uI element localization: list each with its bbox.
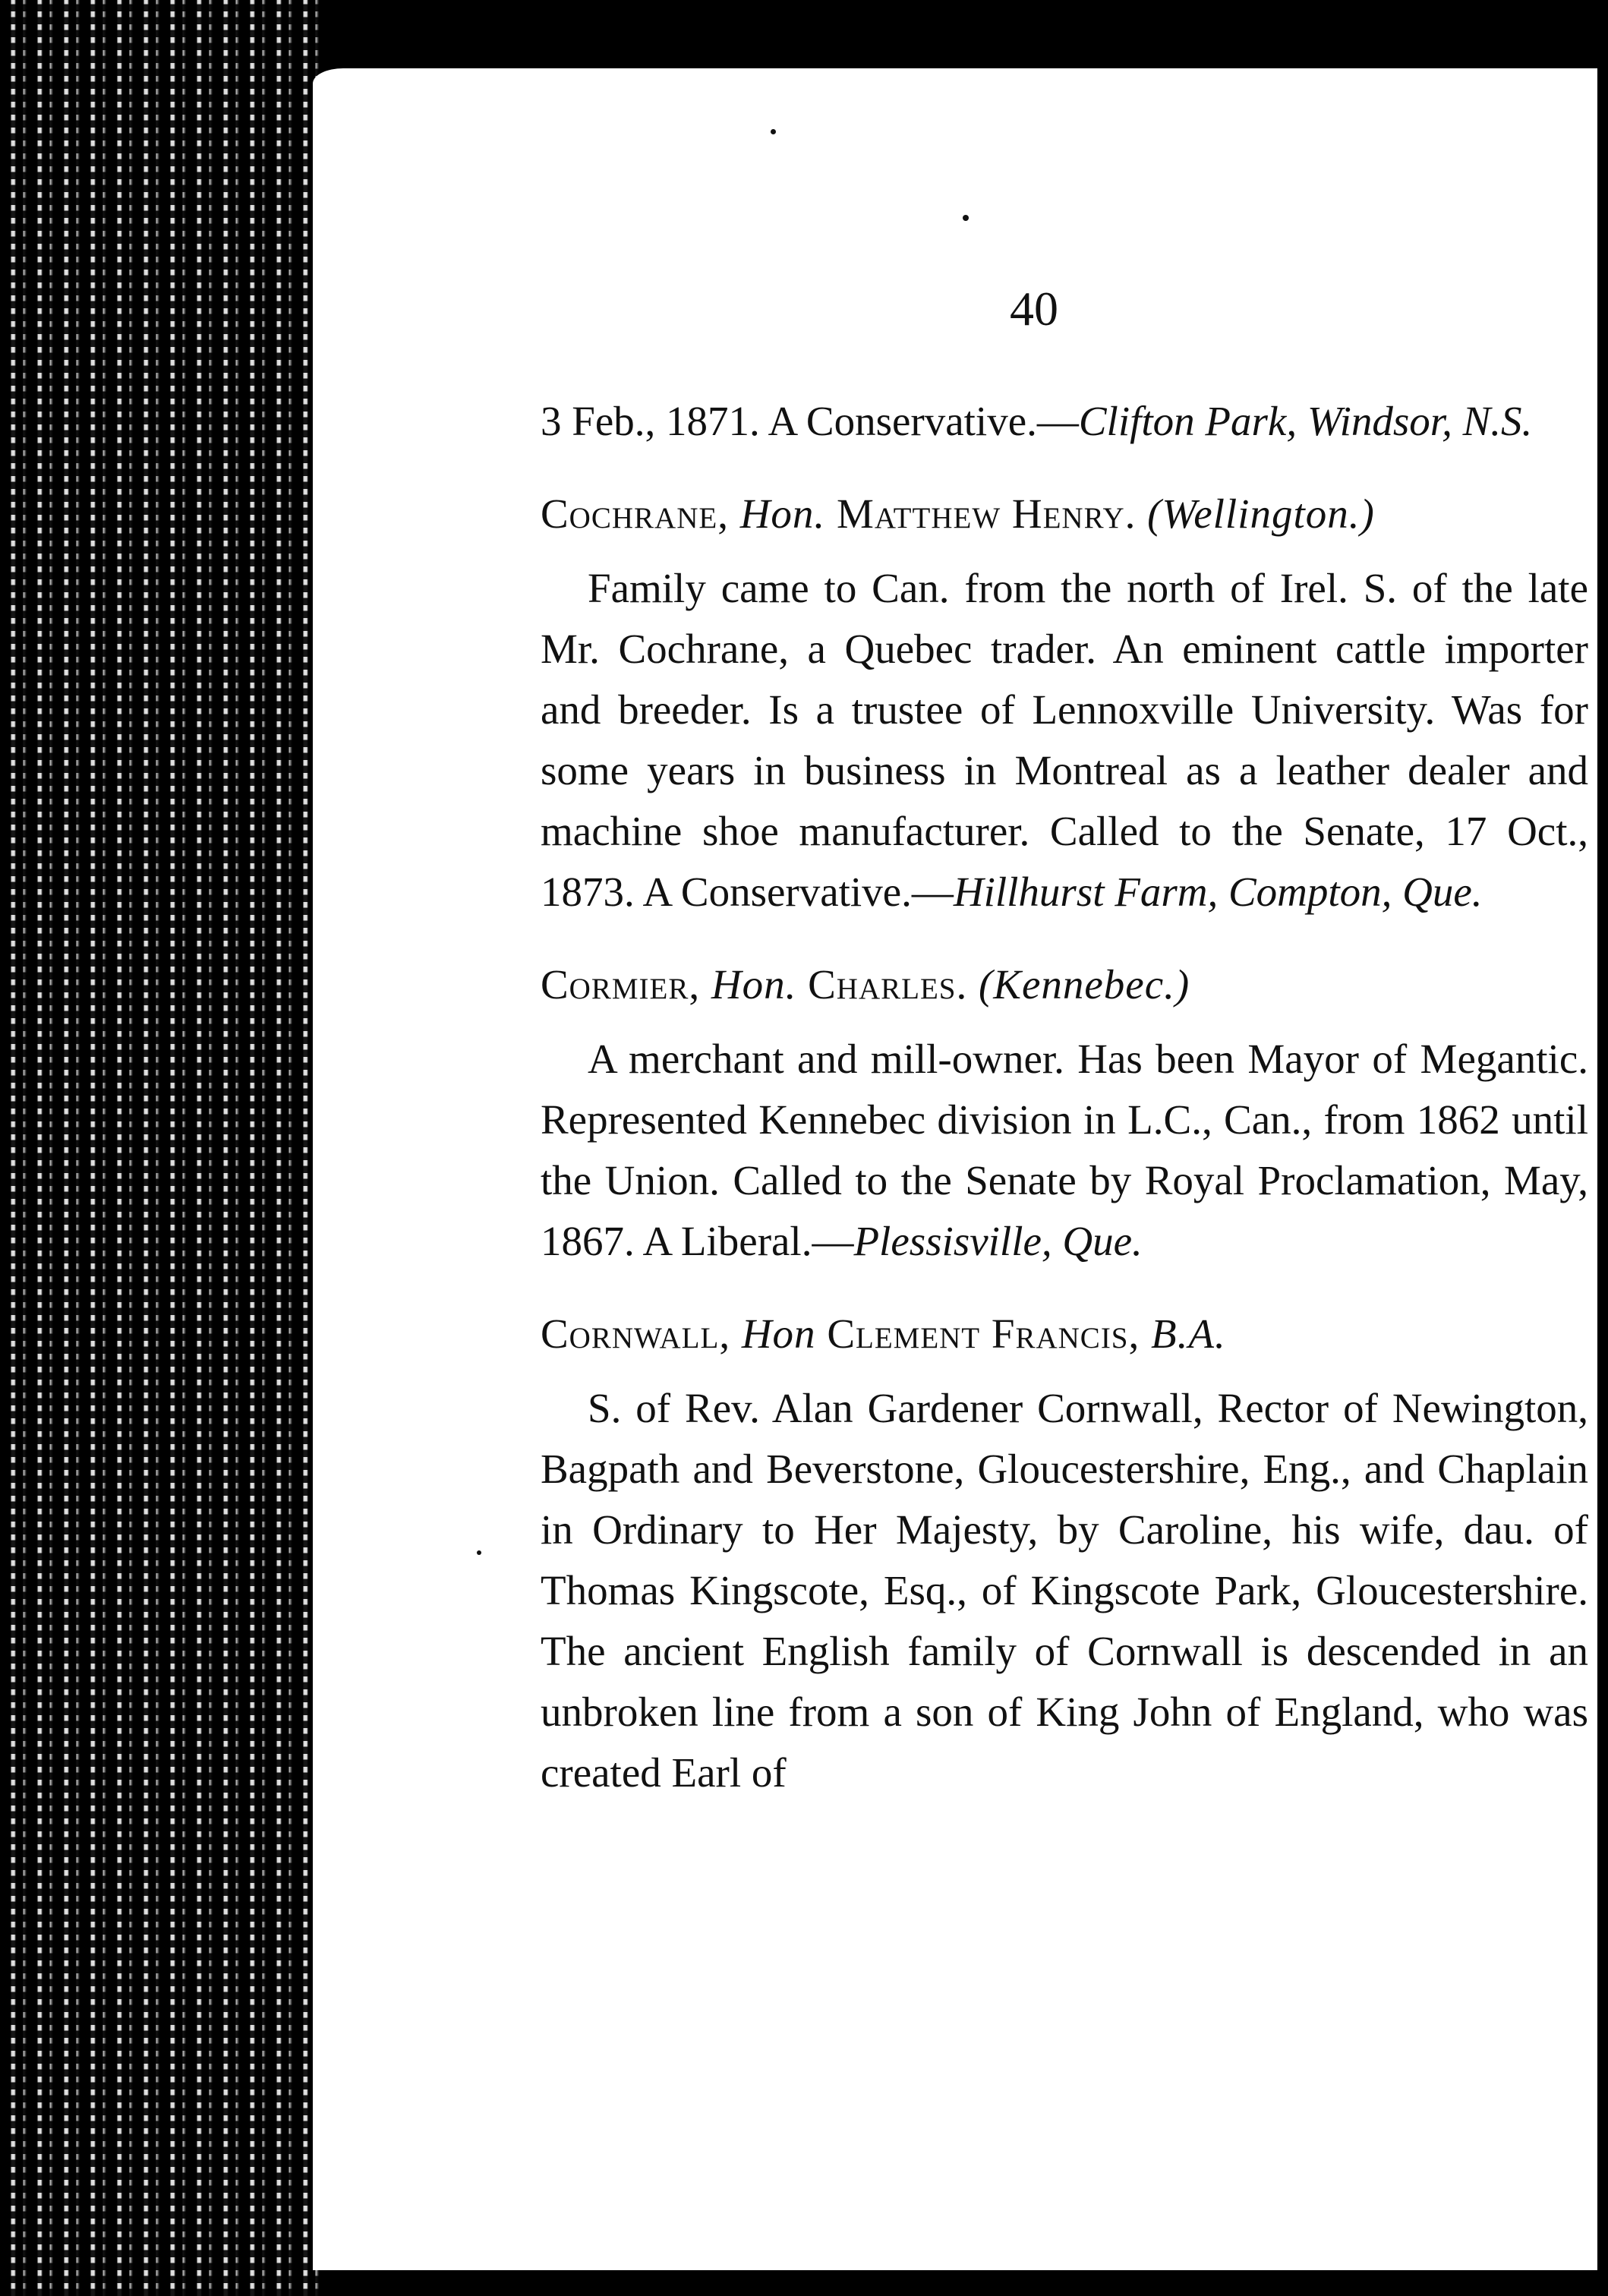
entry-surname: Cochrane, — [541, 490, 729, 537]
binding-shadow — [0, 0, 319, 2296]
entry-riding: (Kennebec.) — [978, 961, 1190, 1008]
entry-surname: Cornwall, — [541, 1310, 731, 1357]
entry-heading-cormier — [541, 954, 1588, 1015]
entry-address: Plessisville, Que. — [853, 1218, 1143, 1264]
entry-body-cornwall — [541, 1378, 1588, 1803]
page-body — [541, 391, 1588, 1803]
entry-title: Hon. — [739, 490, 826, 537]
print-speck — [477, 1550, 481, 1555]
entry-degree: B.A. — [1151, 1310, 1226, 1357]
intro-paragraph — [541, 391, 1588, 452]
entry-body: Family came to Can. from the north of Irel. S. of the late Mr. Cochrane, a Quebec trader. An eminent cattle importer and breeder. Is a trustee of Lennoxville University. Was for some years in business in Montreal as a leather dealer and machine shoe manufacturer. Called to the Senate, 17 Oct., 1873. A Conservative.— — [541, 565, 1588, 915]
entry-body: A merchant and mill-owner. Has been Mayor of Megantic. Represented Kennebec division in L.C., Can., from 1862 until the Union. Called to the Senate by Royal Proclamation, May, 1867. A Liberal.— — [541, 1036, 1588, 1264]
intro-address: Clifton Park, Windsor, N.S. — [1078, 398, 1533, 444]
entry-body: S. of Rev. Alan Gardener Cornwall, Rector of Newington, Bagpath and Beverstone, Gloucestershire, Eng., and Chaplain in Ordinary to Her Majesty, by Caroline, his wife, dau. of Thomas Kingscote, Esq., of Kingscote Park, Gloucestershire. The ancient English family of Cornwall is descended in an unbroken line from a son of King John of England, who was created Earl of — [541, 1385, 1588, 1796]
entry-heading-cornwall — [541, 1304, 1588, 1364]
entry-given-names: Charles. — [808, 961, 968, 1008]
print-speck — [963, 215, 969, 221]
entry-heading-cochrane — [541, 484, 1588, 544]
entry-surname: Cormier, — [541, 961, 701, 1008]
intro-text: 3 Feb., 1871. A Conservative.— — [541, 398, 1079, 444]
entry-body-cochrane — [541, 558, 1588, 922]
entry-riding: (Wellington.) — [1147, 490, 1375, 537]
entry-given-names: Matthew Henry. — [836, 490, 1137, 537]
entry-title: Hon — [741, 1310, 816, 1357]
page-edge-shadow — [1597, 0, 1608, 2296]
entry-address: Hillhurst Farm, Compton, Que. — [953, 869, 1483, 915]
entry-given-names: Clement Francis, — [827, 1310, 1140, 1357]
page-number: 40 — [1010, 282, 1058, 336]
entry-body-cormier — [541, 1029, 1588, 1272]
print-speck — [771, 129, 776, 134]
entry-title: Hon. — [711, 961, 797, 1008]
